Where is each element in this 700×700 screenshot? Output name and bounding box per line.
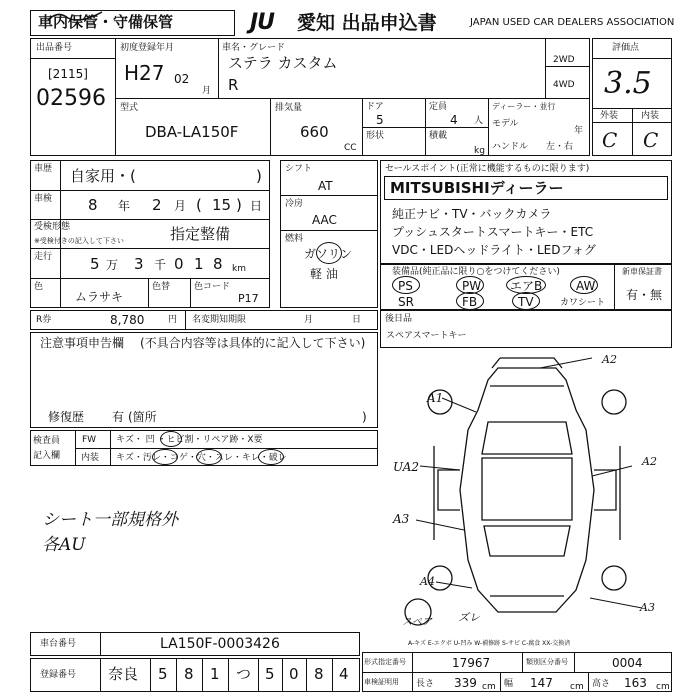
circle-tv-icon — [512, 292, 540, 310]
inspector-label2: 記入欄 — [33, 451, 61, 461]
equipment-label: 装備品(純正品に限り○をつけてください) — [392, 267, 560, 277]
handwritten-note-1: シート一部規格外 — [42, 510, 178, 530]
length-value: 339 — [454, 676, 477, 690]
model-year-label: モデル — [492, 119, 519, 129]
inspector-fw-items: キズ・ 凹 ・ヒビ割・リペア跡・X要 — [116, 435, 263, 445]
inspection-month: 2 — [152, 196, 162, 214]
diagram-label-a1: A1 — [427, 391, 444, 405]
diagram-label-a3: A3 — [393, 512, 410, 526]
mileage-label: 走行 — [34, 252, 53, 262]
history-value: 自家用・( — [70, 167, 136, 185]
lot-number: 02596 — [36, 86, 106, 111]
spare-label: スペア — [402, 617, 432, 628]
fuel-gas: ガソリン — [304, 247, 353, 261]
height-value: 163 — [624, 676, 647, 690]
equip-seat: カワシート — [560, 298, 606, 308]
receive-value: 指定整備 — [170, 225, 231, 243]
sales-point-label: セールスポイント(正常に機能するものに限ります) — [385, 164, 590, 174]
first-reg-month: 02 — [174, 72, 190, 86]
wheel-rr — [602, 566, 626, 590]
plate-kana: つ — [236, 665, 252, 683]
load-unit: kg — [474, 146, 485, 156]
lot-sub: [2115] — [48, 67, 88, 81]
inspector-int-items: キズ・汚レ・コゲ・穴・スレ・キレ・破レ — [116, 453, 287, 463]
model-name: ステラ カスタム — [228, 54, 338, 72]
exterior-label: 外装 — [600, 111, 619, 121]
name-change-d: 日 — [352, 315, 362, 325]
tax-label: R券 — [36, 315, 52, 325]
equip-tv: TV — [518, 295, 534, 309]
tax-value: 8,780 — [110, 313, 145, 327]
shift-value: AT — [318, 179, 333, 193]
diagram-legend: A-キズ E-エクボ U-凹み W-補修跡 S-サビ C-腐食 XX-交換済 — [408, 640, 571, 647]
inspection-close: ) — [236, 196, 242, 214]
roof — [482, 458, 572, 520]
capacity-unit: 人 — [474, 116, 484, 126]
diagram-label-a3-right: A3 — [640, 601, 655, 614]
repair-label: 修復歴 — [48, 410, 85, 424]
first-reg-unit: 月 — [202, 86, 212, 96]
inspection-y: 年 — [118, 199, 131, 213]
exterior-grade: C — [602, 128, 618, 152]
sheet-title-en: JAPAN USED CAR DEALERS ASSOCIATION — [470, 17, 675, 28]
receive-sub: ※受検付きの記入して下さい — [34, 237, 124, 245]
mileage-d2: 3 — [134, 255, 144, 273]
mileage-u2: 千 — [154, 258, 167, 272]
handle-value: 左・右 — [546, 142, 574, 152]
mileage-d1: 5 — [90, 255, 100, 273]
ac-value: AAC — [312, 213, 337, 227]
car-diagram — [380, 350, 672, 640]
history-block — [30, 160, 270, 308]
ac-label: 冷房 — [285, 199, 304, 209]
interior-label: 内装 — [641, 111, 660, 121]
length-label: 長さ — [416, 679, 435, 689]
fuel-diesel: 軽 油 — [310, 267, 338, 281]
warranty-value: 有・無 — [626, 288, 663, 302]
diagram-label-ua2: UA2 — [393, 460, 420, 474]
diagram-label-a2-top: A2 — [602, 353, 617, 366]
color-code-label: 色コード — [194, 282, 231, 292]
history-close: ) — [256, 167, 262, 185]
dealer-label: ディーラー・並行 — [492, 102, 556, 111]
plate-c3: 1 — [210, 665, 220, 683]
attachments-block — [380, 310, 672, 348]
width-label: 幅 — [504, 679, 514, 689]
inspection-m: 月 — [174, 199, 187, 213]
color-value: ムラサキ — [75, 290, 124, 304]
equip-airbag: エアB — [510, 279, 543, 293]
equip-sr: SR — [398, 295, 414, 309]
inspector-int-label: 内装 — [81, 453, 100, 463]
plate-region: 奈良 — [108, 665, 139, 683]
plate-row — [30, 658, 360, 692]
repair-close: ) — [362, 410, 367, 424]
sales-brand: MITSUBISHIディーラー — [390, 179, 564, 197]
plate-label: 登録番号 — [40, 670, 77, 680]
drive-4wd: 4WD — [553, 80, 575, 90]
capacity-label: 定員 — [429, 102, 448, 112]
inspector-label1: 検査員 — [33, 436, 61, 446]
sales-line1: 純正ナビ・TV・バックカメラ — [392, 207, 552, 221]
circle-ps-icon — [392, 276, 420, 294]
chassis-value: LA150F-0003426 — [160, 636, 280, 652]
chassis-label: 車台番号 — [40, 639, 77, 649]
shape-label: 形状 — [366, 131, 385, 141]
reg-label: 車検証明用 — [364, 678, 399, 686]
inspection-label: 車検 — [34, 194, 53, 204]
plate-c5: 5 — [265, 665, 275, 683]
sales-line3: VDC・LEDヘッドライト・LEDフォグ — [392, 243, 596, 257]
diagram-label-a4: A4 — [420, 575, 435, 588]
class-label: 類別区分番号 — [526, 658, 568, 666]
fuel-circle-icon — [316, 242, 342, 264]
mileage-d4: 1 — [194, 255, 204, 273]
spare-mark: ズレ — [458, 611, 480, 624]
color-code: P17 — [238, 292, 259, 305]
inspection-year: 8 — [88, 196, 98, 214]
mileage-d3: 0 — [174, 255, 184, 273]
length-unit: cm — [482, 682, 496, 692]
height-unit: cm — [656, 682, 670, 692]
class-value: 0004 — [612, 656, 643, 670]
circle-dent-icon — [160, 431, 182, 447]
circle-stain-icon — [152, 449, 178, 465]
drive-2wd: 2WD — [553, 55, 575, 65]
name-change-m: 月 — [304, 315, 314, 325]
rear-window — [484, 526, 570, 556]
doors-label: ドア — [366, 102, 384, 112]
type-cert-label: 形式指定番号 — [364, 658, 406, 666]
handwritten-check-icon — [46, 8, 106, 28]
repair-value: 有 — [112, 410, 125, 424]
fuel-label: 燃料 — [285, 234, 304, 244]
plate-c8: 4 — [339, 665, 349, 683]
rating-label: 評価点 — [612, 43, 640, 53]
inspector-fw: FW — [82, 435, 97, 445]
wheel-fr — [602, 390, 626, 414]
tax-unit: 円 — [168, 315, 178, 325]
equip-aw: AW — [576, 279, 596, 293]
circle-fb-icon — [456, 292, 484, 310]
plate-c7: 8 — [314, 665, 324, 683]
repair-paren: (箇所 — [128, 410, 157, 424]
equip-ps: PS — [398, 279, 413, 293]
first-reg-label: 初度登録年月 — [120, 43, 175, 53]
storage-note: 車内保管・守備保管 — [38, 13, 174, 31]
model-year-unit: 年 — [574, 126, 584, 136]
ju-logo: JU — [250, 10, 275, 35]
equip-pw: PW — [462, 279, 482, 293]
width-value: 147 — [530, 676, 553, 690]
car-outline — [460, 368, 594, 612]
model-label: 車名・グレード — [222, 43, 286, 53]
color-label: 色 — [34, 282, 44, 292]
mileage-u1: 万 — [106, 258, 119, 272]
inspection-d: 日 — [250, 199, 263, 213]
notes-label: 注意事項申告欄 — [40, 336, 125, 350]
width-unit: cm — [570, 682, 584, 692]
lot-label: 出品番号 — [36, 43, 73, 53]
mileage-unit: km — [232, 264, 246, 274]
interior-grade: C — [643, 128, 659, 152]
first-reg-era: H27 — [124, 61, 165, 85]
history-label: 車歴 — [34, 164, 53, 174]
attachments-label: 後日品 — [385, 314, 413, 324]
inspection-open: ( — [196, 196, 202, 214]
circle-burn-icon — [196, 449, 222, 465]
plate-c6: 0 — [289, 665, 299, 683]
shift-label: シフト — [285, 164, 313, 174]
windshield — [482, 422, 572, 454]
height-label: 高さ — [592, 679, 611, 689]
name-change-label: 名変期知期限 — [192, 315, 247, 325]
plate-c1: 5 — [158, 665, 168, 683]
capacity-value: 4 — [450, 113, 458, 127]
notes-sub: (不具合内容等は具体的に記入して下さい) — [140, 336, 366, 350]
type-label: 型式 — [120, 103, 139, 113]
handle-label: ハンドル — [492, 142, 529, 152]
doors-value: 5 — [376, 113, 384, 127]
type-value: DBA-LA150F — [145, 123, 239, 141]
handwritten-note-2: 各AU — [42, 535, 86, 555]
equip-fb: FB — [462, 295, 478, 309]
rating-score: 3.5 — [604, 66, 652, 101]
color-change-label: 色替 — [152, 282, 171, 292]
displacement-label: 排気量 — [275, 103, 303, 113]
model-grade: R — [228, 76, 239, 94]
displacement-unit: CC — [344, 143, 357, 153]
sheet-title: 愛知 出品申込書 — [297, 12, 437, 34]
inspection-day: 15 — [212, 196, 232, 214]
displacement-value: 660 — [300, 123, 329, 141]
circle-rub-icon — [258, 449, 284, 465]
receive-label: 受検形態 — [34, 222, 71, 232]
sales-line2: プッシュスタートスマートキー・ETC — [392, 225, 594, 239]
attachments-value: スペアスマートキー — [386, 331, 467, 341]
load-label: 積載 — [429, 131, 448, 141]
plate-c2: 8 — [184, 665, 194, 683]
mileage-d5: 8 — [213, 255, 223, 273]
circle-aw-icon — [570, 276, 598, 294]
warranty-label: 新車保証書 — [622, 267, 662, 276]
diagram-label-a2-right: A2 — [642, 455, 657, 468]
type-cert-value: 17967 — [452, 656, 491, 670]
